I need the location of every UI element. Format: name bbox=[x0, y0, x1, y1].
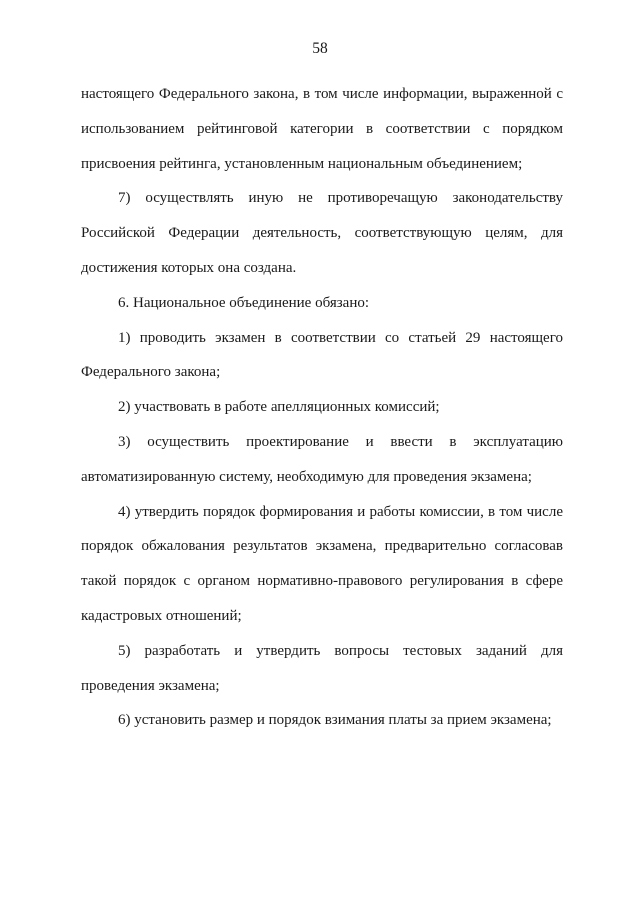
text-line: присвоения рейтинга, установленным национальным объединением; bbox=[81, 155, 523, 172]
text-line: кадастровых отношений; bbox=[81, 607, 242, 624]
text-line: такой порядок с органом нормативно-правового регулирования в сфере bbox=[81, 573, 563, 590]
text-line: использованием рейтинговой категории в соответствии с порядком bbox=[81, 120, 563, 137]
text-line: 4) утвердить порядок формирования и работы комиссии, в том числе bbox=[118, 503, 563, 520]
text-line: достижения которых она создана. bbox=[81, 259, 297, 276]
text-line: 5) разработать и утвердить вопросы тестовых заданий для bbox=[118, 642, 563, 659]
text-line: проведения экзамена; bbox=[81, 677, 220, 694]
text-line: 2) участвовать в работе апелляционных комиссий; bbox=[118, 399, 440, 416]
text-line: 3) осуществить проектирование и ввести в эксплуатацию bbox=[118, 433, 563, 450]
text-line: Российской Федерации деятельность, соответствующую целям, для bbox=[81, 225, 563, 242]
text-line: порядок обжалования результатов экзамена, предварительно согласовав bbox=[81, 538, 563, 555]
text-line: Федерального закона; bbox=[81, 364, 221, 381]
page-number: 58 bbox=[312, 40, 328, 57]
text-line: 7) осуществлять иную не противоречащую законодательству bbox=[118, 190, 563, 207]
text-line: 6) установить размер и порядок взимания платы за прием экзамена; bbox=[118, 712, 552, 729]
text-line: 1) проводить экзамен в соответствии со статьей 29 настоящего bbox=[118, 329, 563, 346]
text-line: автоматизированную систему, необходимую для проведения экзамена; bbox=[81, 468, 532, 485]
text-line: настоящего Федерального закона, в том числе информации, выраженной с bbox=[81, 86, 563, 102]
body-text bbox=[81, 77, 563, 738]
text-line: 6. Национальное объединение обязано: bbox=[118, 294, 370, 311]
